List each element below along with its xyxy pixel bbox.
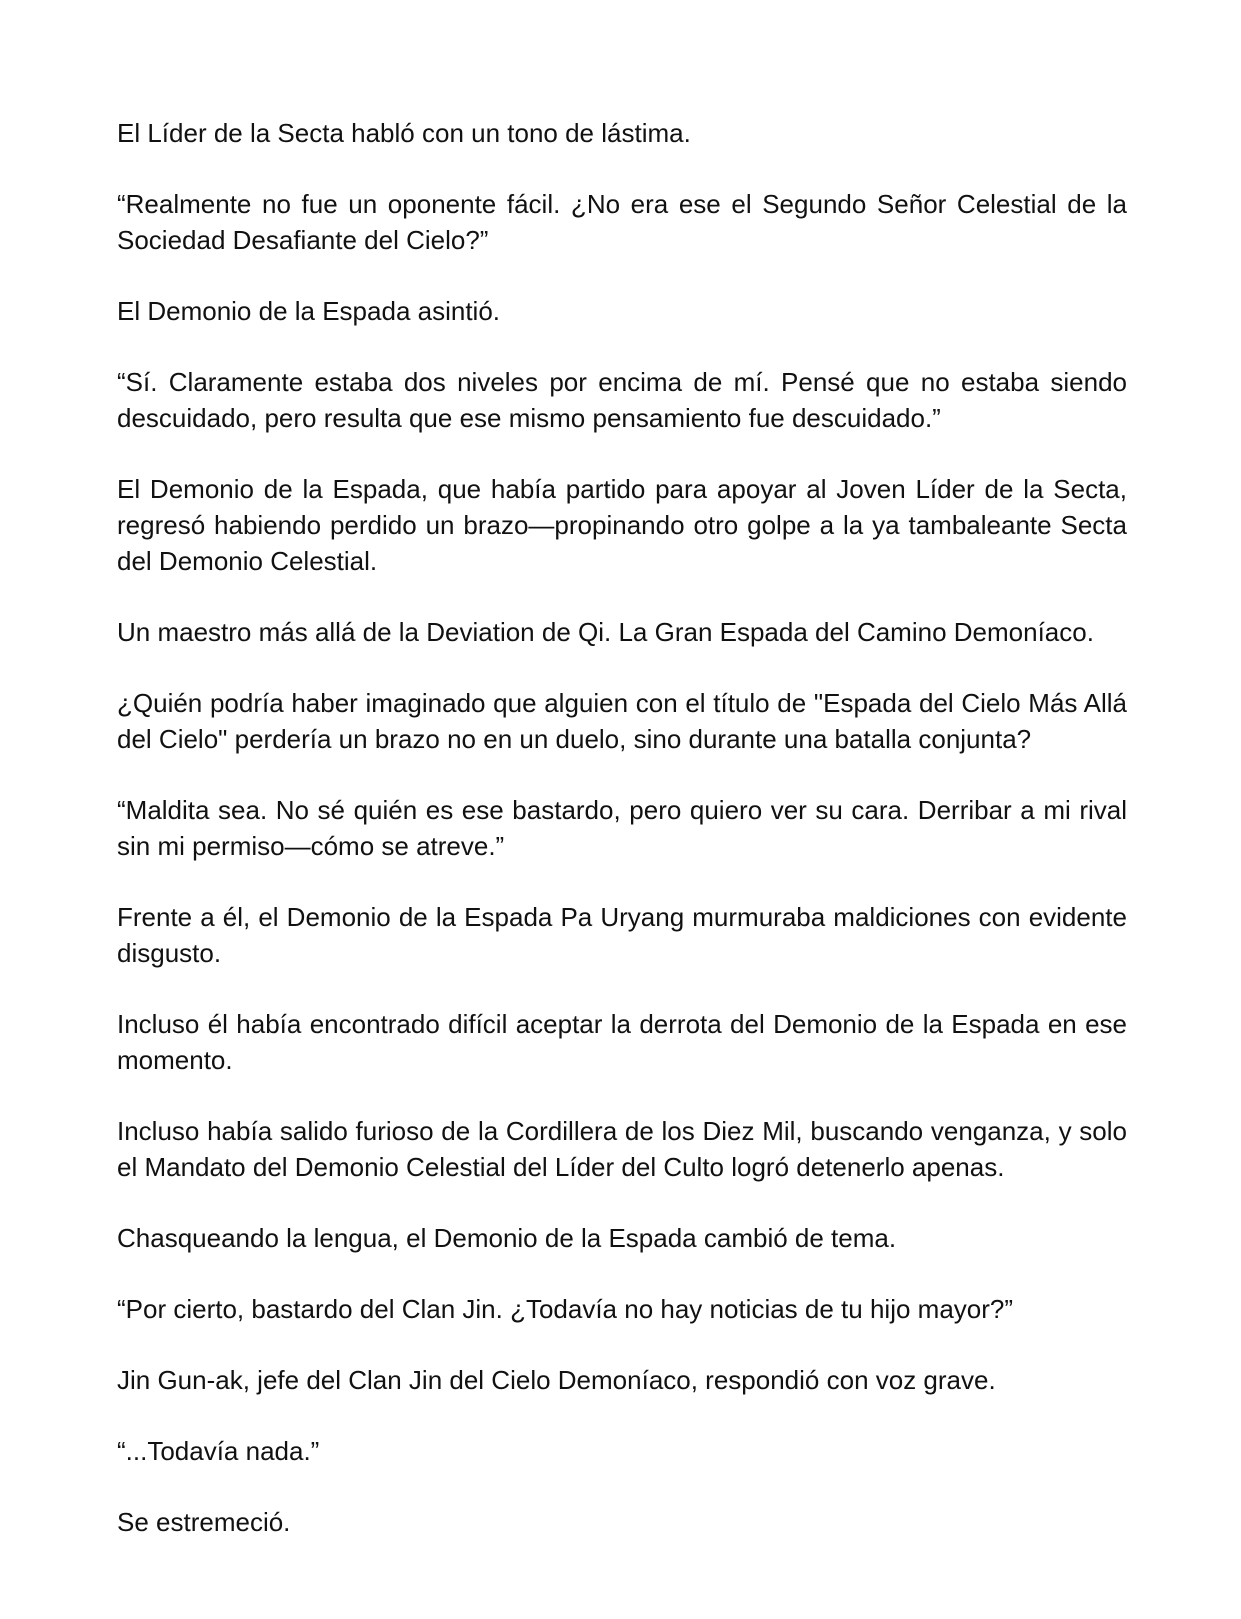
paragraph: “...Todavía nada.” (117, 1436, 320, 1466)
paragraph: Chasqueando la lengua, el Demonio de la Espada cambió de tema. (117, 1223, 897, 1253)
paragraph: Jin Gun-ak, jefe del Clan Jin del Cielo Demoníaco, respondió con voz grave. (117, 1365, 996, 1395)
paragraph: ¿Quién podría haber imaginado que alguien con el título de "Espada del Cielo Más Allá del Cielo" perdería un brazo no en un duelo, sino durante una batalla conjunta? (117, 688, 1127, 754)
paragraph: Incluso había salido furioso de la Cordillera de los Diez Mil, buscando venganza, y solo el Mandato del Demonio Celestial del Líder del Culto logró detenerlo apenas. (117, 1116, 1127, 1182)
paragraph: “Por cierto, bastardo del Clan Jin. ¿Todavía no hay noticias de tu hijo mayor?” (117, 1294, 1014, 1324)
paragraph: “Maldita sea. No sé quién es ese bastardo, pero quiero ver su cara. Derribar a mi rival sin mi permiso—cómo se atreve.” (117, 795, 1127, 861)
paragraph: Un maestro más allá de la Deviation de Qi. La Gran Espada del Camino Demoníaco. (117, 617, 1094, 647)
paragraph: “Realmente no fue un oponente fácil. ¿No era ese el Segundo Señor Celestial de la Sociedad Desafiante del Cielo?” (117, 189, 1127, 255)
paragraph: Frente a él, el Demonio de la Espada Pa Uryang murmuraba maldiciones con evidente disgusto. (117, 902, 1127, 968)
paragraph: El Líder de la Secta habló con un tono de lástima. (117, 118, 691, 148)
paragraph: “Sí. Claramente estaba dos niveles por encima de mí. Pensé que no estaba siendo descuidado, pero resulta que ese mismo pensamiento fue descuidado.” (117, 367, 1127, 433)
paragraph: Incluso él había encontrado difícil aceptar la derrota del Demonio de la Espada en ese momento. (117, 1009, 1127, 1075)
paragraph: El Demonio de la Espada asintió. (117, 296, 501, 326)
paragraph: El Demonio de la Espada, que había partido para apoyar al Joven Líder de la Secta, regresó habiendo perdido un brazo—propinando otro golpe a la ya tambaleante Secta del Demonio Celestial. (117, 474, 1127, 576)
paragraph: Se estremeció. (117, 1507, 291, 1537)
document-body (117, 115, 1127, 1575)
